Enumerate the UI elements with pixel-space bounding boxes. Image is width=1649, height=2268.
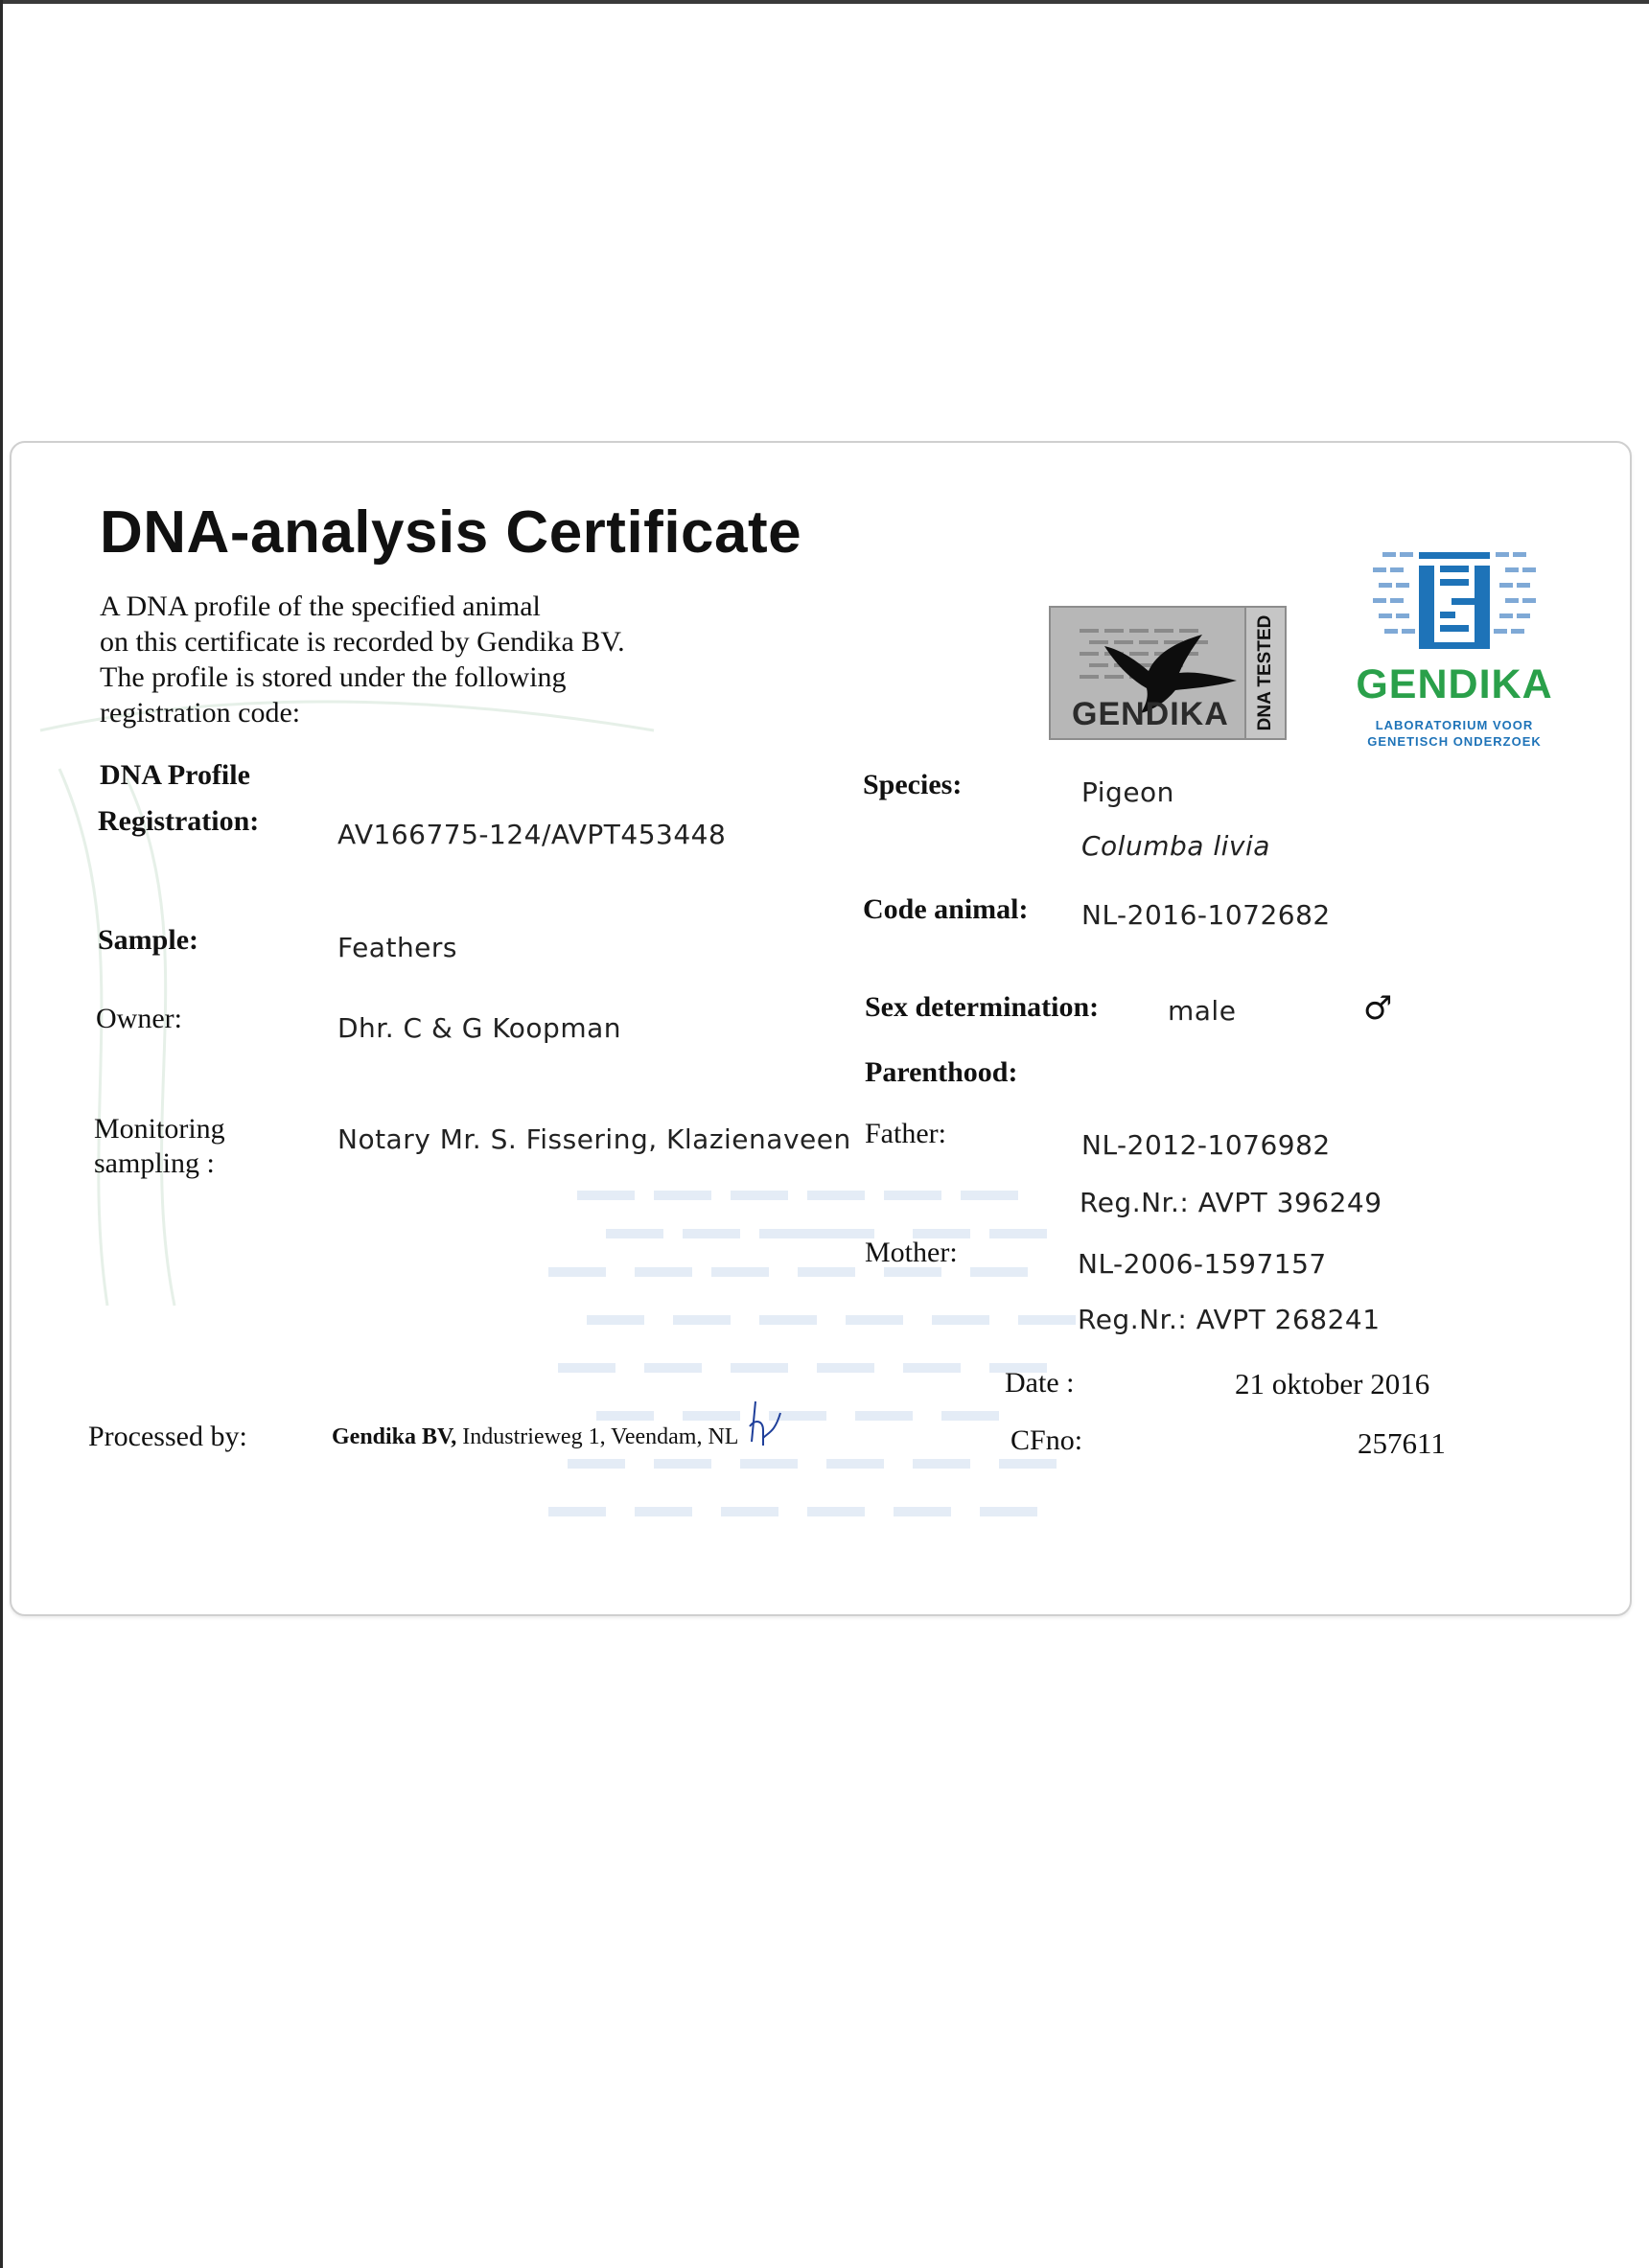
scan-edge-left	[0, 0, 3, 2268]
stamp-side-strip	[1244, 608, 1285, 738]
processed-by-value	[332, 1424, 738, 1450]
father-registration: Reg.Nr.: AVPT 396249	[1080, 1187, 1382, 1218]
registration-value: AV166775-124/AVPT453448	[337, 819, 727, 850]
species-label: Species:	[863, 769, 963, 800]
code-animal-label: Code animal:	[863, 893, 1029, 925]
species-common-value: Pigeon	[1081, 776, 1174, 808]
mother-value: NL-2006-1597157	[1078, 1248, 1327, 1280]
cfno-label: CFno:	[1010, 1424, 1083, 1456]
watermark-helix	[21, 654, 692, 1325]
father-label: Father:	[865, 1118, 946, 1149]
sex-value: male	[1168, 995, 1237, 1027]
sample-label: Sample:	[98, 924, 198, 956]
gendika-logo-text: GENDIKA	[1356, 661, 1553, 707]
species-latin-value: Columba livia	[1081, 830, 1270, 862]
scan-edge-top	[0, 0, 1649, 4]
sample-value: Feathers	[337, 932, 458, 963]
dna-tested-stamp	[1049, 606, 1287, 740]
monitoring-value: Notary Mr. S. Fissering, Klazienaveen	[337, 1123, 851, 1155]
monitoring-label-line: sampling :	[94, 1147, 215, 1179]
code-animal-value: NL-2016-1072682	[1081, 899, 1331, 931]
stamp-brand-text: GENDIKA	[1072, 696, 1229, 732]
monitoring-label	[94, 1112, 225, 1181]
owner-label: Owner:	[96, 1003, 182, 1034]
father-value: NL-2012-1076982	[1081, 1129, 1331, 1161]
intro-line: The profile is stored under the following	[100, 661, 567, 693]
processed-by-company: Gendika BV,	[332, 1424, 457, 1449]
monitoring-label-line: Monitoring	[94, 1113, 225, 1145]
processed-by-address: Industrieweg 1, Veendam, NL	[456, 1424, 739, 1449]
intro-text	[100, 589, 713, 730]
date-value: 21 oktober 2016	[1235, 1367, 1430, 1400]
certificate-card	[10, 441, 1632, 1616]
date-label: Date :	[1005, 1367, 1075, 1399]
intro-line: on this certificate is recorded by Gendika BV.	[100, 626, 625, 658]
gendika-logo	[1354, 548, 1555, 759]
gendika-logo-mark-icon	[1373, 548, 1536, 654]
owner-value: Dhr. C & G Koopman	[337, 1012, 622, 1044]
stamp-side-text: DNA TESTED	[1255, 614, 1275, 731]
male-symbol-icon: ♂	[1363, 989, 1393, 1028]
mother-registration: Reg.Nr.: AVPT 268241	[1078, 1304, 1381, 1335]
intro-line: registration code:	[100, 697, 301, 729]
parenthood-label: Parenthood:	[865, 1056, 1018, 1088]
dna-profile-label: DNA Profile	[100, 759, 250, 791]
certificate-title: DNA-analysis Certificate	[100, 499, 802, 566]
gendika-logo-subtitle	[1354, 717, 1555, 750]
mother-label: Mother:	[865, 1237, 958, 1268]
intro-line: A DNA profile of the specified animal	[100, 590, 541, 622]
gendika-logo-subtitle-line: LABORATORIUM VOOR	[1375, 718, 1534, 732]
registration-label: Registration:	[98, 805, 260, 837]
cfno-value: 257611	[1358, 1426, 1446, 1460]
signature-mark	[742, 1400, 786, 1453]
sex-determination-label: Sex determination:	[865, 991, 1100, 1023]
gendika-logo-subtitle-line: GENETISCH ONDERZOEK	[1367, 734, 1542, 749]
processed-by-label: Processed by:	[88, 1421, 247, 1452]
